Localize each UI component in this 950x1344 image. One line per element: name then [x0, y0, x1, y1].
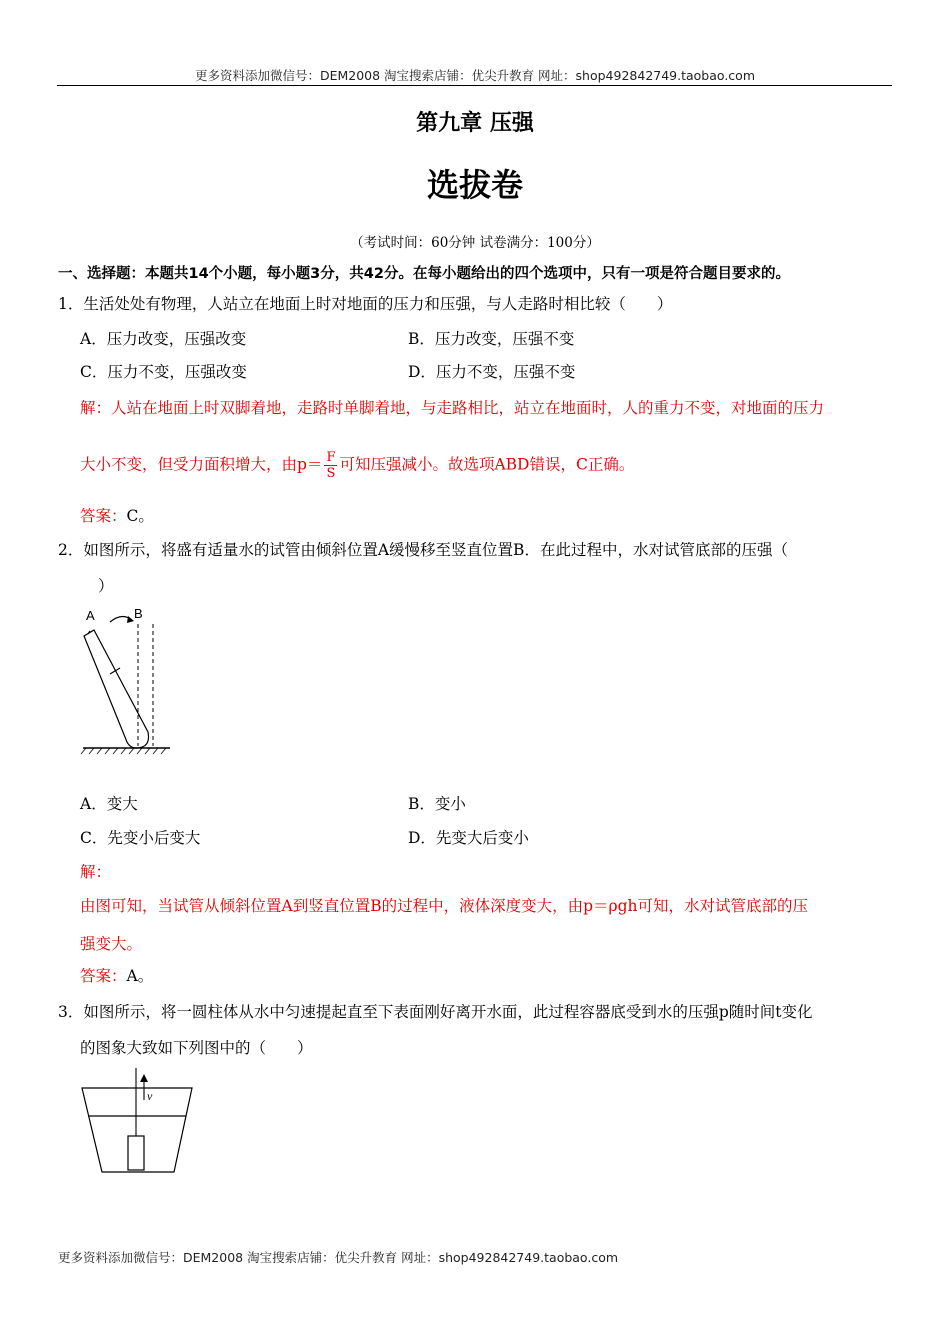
q1-solution-text-b: 可知压强减小。故选项ABD错误，C正确。 — [339, 455, 635, 474]
q2-solution-label: 解： — [80, 863, 112, 881]
header-divider — [57, 85, 892, 86]
velocity-label: v — [147, 1089, 153, 1103]
q2-stem-line1: 2．如图所示，将盛有适量水的试管由倾斜位置A缓慢移至竖直位置B．在此过程中，水对试管底部的压强（ — [58, 541, 788, 559]
chapter-title: 第九章 压强 — [416, 111, 534, 136]
q2-answer-label: 答案： — [80, 967, 127, 985]
q1-solution-text-a: 大小不变，但受力面积增大，由p＝ — [80, 455, 323, 474]
q1-answer-value: C。 — [126, 507, 154, 525]
pressure-formula-fraction — [324, 450, 337, 481]
arrow-head — [127, 616, 134, 623]
q2-option-c: C．先变小后变大 — [80, 829, 201, 847]
q1-solution-line2 — [80, 450, 634, 481]
figure-label-b: B — [134, 606, 143, 621]
tilted-test-tube — [84, 630, 149, 748]
page-header: 更多资料添加微信号：DEM2008 淘宝搜索店铺：优尖升教育 网址：shop492842749.taobao.com — [194, 68, 756, 83]
q1-option-b: B．压力改变，压强不变 — [408, 330, 575, 348]
section-heading: 一、选择题：本题共14个小题，每小题3分，共42分。在每小题给出的四个选项中，只有一项是符合题目要求的。 — [58, 266, 790, 282]
q2-solution-line1: 由图可知，当试管从倾斜位置A到竖直位置B的过程中，液体深度变大，由p＝ρgh可知，水对试管底部的压 — [80, 897, 809, 915]
q2-answer-value: A。 — [126, 967, 154, 985]
container-outline — [82, 1088, 192, 1172]
velocity-arrow-head — [140, 1074, 148, 1082]
ground-hatching — [81, 748, 166, 754]
formula-denominator: S — [326, 466, 336, 481]
q2-stem-line2: ） — [98, 577, 114, 595]
cylinder — [128, 1136, 144, 1170]
formula-numerator: F — [326, 450, 336, 465]
q1-answer — [80, 504, 154, 526]
q2-answer — [80, 964, 153, 986]
q1-solution-line1: 解：人站在地面上时双脚着地，走路时单脚着地，与走路相比，站立在地面时，人的重力不变，对地面的压力 — [80, 399, 825, 417]
q3-stem-line1: 3．如图所示，将一圆柱体从水中匀速提起直至下表面刚好离开水面，此过程容器底受到水的压强p随时间t变化 — [58, 1003, 813, 1021]
cylinder-container-figure — [78, 1066, 196, 1178]
q2-option-d: D．先变大后变小 — [408, 829, 529, 847]
q2-option-a: A．变大 — [80, 795, 138, 813]
q1-option-a: A．压力改变，压强改变 — [80, 330, 247, 348]
q2-option-b: B．变小 — [408, 795, 466, 813]
paper-subtitle: 选拔卷 — [426, 166, 523, 204]
figure-label-a: A — [86, 608, 95, 623]
q1-option-d: D．压力不变，压强不变 — [408, 363, 576, 381]
test-tube-figure — [78, 604, 176, 756]
q1-option-c: C．压力不变，压强改变 — [80, 363, 247, 381]
q1-stem: 1．生活处处有物理，人站立在地面上时对地面的压力和压强，与人走路时相比较（ ） — [58, 295, 673, 313]
page-footer: 更多资料添加微信号：DEM2008 淘宝搜索店铺：优尖升教育 网址：shop492842749.taobao.com — [58, 1250, 619, 1265]
q1-answer-label: 答案： — [80, 507, 127, 525]
q2-solution-line2: 强变大。 — [80, 935, 143, 953]
q3-stem-line2: 的图象大致如下列图中的（ ） — [80, 1039, 313, 1057]
exam-info: （考试时间：60分钟 试卷满分：100分） — [350, 235, 600, 251]
